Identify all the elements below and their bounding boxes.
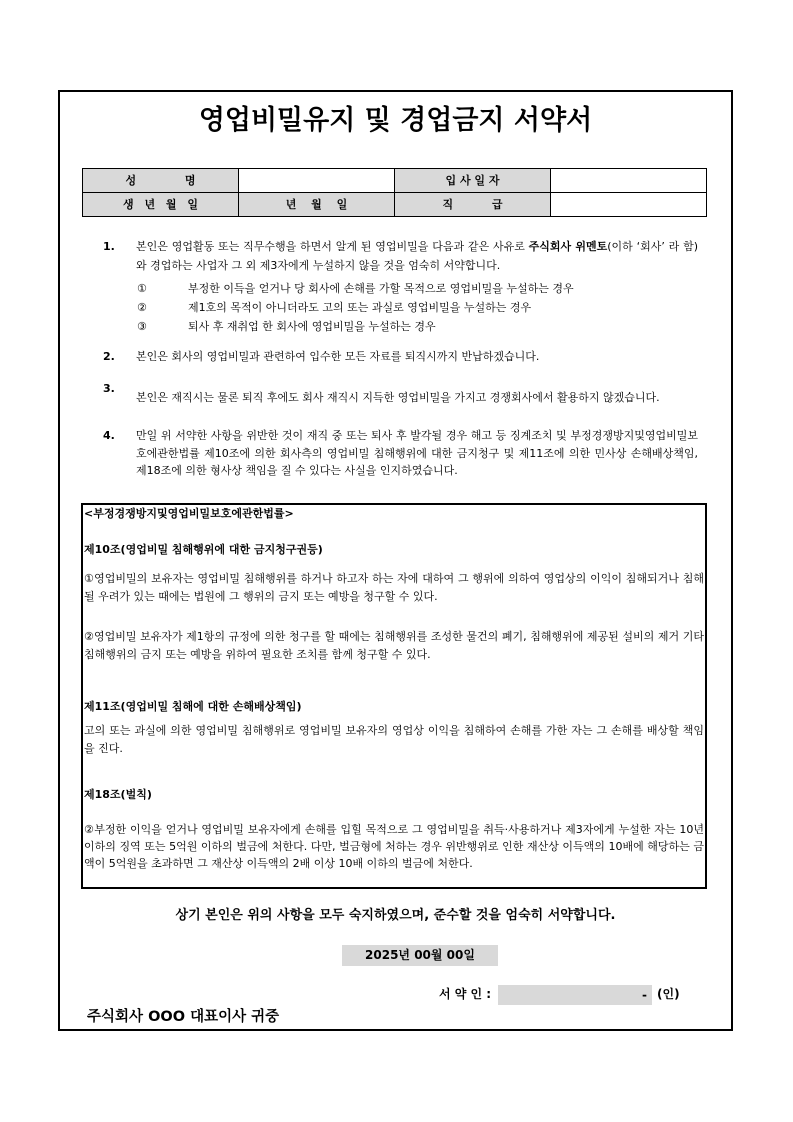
clause-2-number: 2. [103,350,115,363]
clause-1-sub-items [137,279,697,336]
birth-date-value-cell: 년 월 일 [239,193,395,217]
company-name: 주식회사 위멘토 [528,240,608,253]
article-10-paragraph-2: ②영업비밀 보유자가 제1항의 규정에 의한 청구를 할 때에는 침해행위를 조성한 물건의 폐기, 침해행위에 제공된 설비의 제거 기타 침해행위의 금지 또는 예방을 위하여 필요한 조치를 함께 청구할 수 있다. [84,630,704,661]
article-10-paragraph-1: ①영업비밀의 보유자는 영업비밀 침해행위를 하거나 하고자 하는 자에 대하여 그 행위에 의하여 영업상의 이익이 침해되거나 침해될 우려가 있는 때에는 법원에 그 행위의 금지 또는 예방을 청구할 수 있다. [84,572,704,603]
sub-item-marker: ① [137,282,147,295]
info-row-1 [83,169,707,193]
article-10-title: 제10조(영업비밀 침해행위에 대한 금지청구권등) [84,543,323,556]
name-value-cell [239,169,395,193]
clause-1-text-before: 본인은 영업활동 또는 직무수행을 하면서 알게 된 영업비밀을 다음과 같은 사유로 [136,240,529,253]
sub-item-text: 제1호의 목적이 아니더라도 고의 또는 과실로 영업비밀을 누설하는 경우 [188,301,532,314]
law-heading: <부정경쟁방지및영업비밀보호에관한법률> [84,507,294,520]
article-18-paragraph: ②부정한 이익을 얻거나 영업비밀 보유자에게 손해를 입힐 목적으로 그 영업비밀을 취득·사용하거나 제3자에게 누설한 자는 10년 이하의 징역 또는 5억원 이하의 벌금에 처한다. 다만, 벌금형에 처하는 경우 위반행위로 인한 재산상 이득액의 10배에 해당하는 금액이 5억원을 초과하면 그 재산상 이득액의 2배 이상 10배 이하의 벌금에 처한다. [84,823,704,870]
document-title: 영업비밀유지 및 경업금지 서약서 [198,105,593,136]
info-row-2 [83,193,707,217]
sub-item [137,317,697,336]
clause-1-text [136,237,698,275]
join-date-label-cell: 입 사 일 자 [395,169,551,193]
birth-date-label-cell: 생 년 월 일 [83,193,239,217]
sub-item [137,279,697,298]
clause-2-text: 본인은 회사의 영업비밀과 관련하여 입수한 모든 자료를 퇴직시까지 반납하겠습니다. [136,350,540,363]
pledge-date: 2025년 00월 00일 [342,945,498,966]
sub-item-text: 부정한 이득을 얻거나 당 회사에 손해를 가할 목적으로 영업비밀을 누설하는 경우 [188,282,574,295]
signer-label: 서 약 인 : [439,987,492,1001]
sub-item [137,298,697,317]
clause-4-number: 4. [103,429,115,442]
name-label-cell: 성 명 [83,169,239,193]
clause-4-text: 만일 위 서약한 사항을 위반한 것이 재직 중 또는 퇴사 후 발각될 경우 해고 등 징계조치 및 부정경쟁방지및영업비밀보호에관한법률 제10조에 의한 회사측의 영업비밀 침해행위에 대한 금지청구 및 제11조에 의한 민사상 손해배상책임, 제18조에 의한 형사상 책임을 질 수 있다는 사실을 인지하였습니다. [136,429,698,477]
article-11-title: 제11조(영업비밀 침해에 대한 손해배상책임) [84,700,302,713]
sub-item-text: 퇴사 후 재취업 한 회사에 영업비밀을 누설하는 경우 [188,320,436,333]
recipient-line: 주식회사 OOO 대표이사 귀중 [87,1009,280,1025]
clause-3-text: 본인은 재직시는 물론 퇴직 후에도 회사 재직시 지득한 영업비밀을 가지고 경쟁회사에서 활용하지 않겠습니다. [136,391,660,404]
signer-dash: - [642,988,647,1002]
sub-item-marker: ② [137,301,147,314]
article-11-paragraph: 고의 또는 과실에 의한 영업비밀 침해행위로 영업비밀 보유자의 영업상 이익을 침해하여 손해를 가한 자는 그 손해를 배상할 책임을 진다. [84,724,704,755]
pledge-statement: 상기 본인은 위의 사항을 모두 숙지하였으며, 준수할 것을 엄숙히 서약합니다. [175,908,616,923]
clause-1-text-after: (이하 ‘회사’ 라 함)와 경업하는 사업자 그 외 제3자에게 누설하지 않을 것을 엄숙히 서약합니다. [136,240,699,272]
law-excerpt-box [81,503,707,889]
seal-label: (인) [657,987,680,1001]
clause-1-number: 1. [103,240,115,253]
position-label-cell: 직 급 [395,193,551,217]
signer-name-field [498,985,652,1005]
position-value-cell [551,193,707,217]
clause-3-number: 3. [103,382,115,395]
personal-info-table [82,168,707,217]
join-date-value-cell [551,169,707,193]
sub-item-marker: ③ [137,320,147,333]
article-18-title: 제18조(벌칙) [84,788,152,801]
